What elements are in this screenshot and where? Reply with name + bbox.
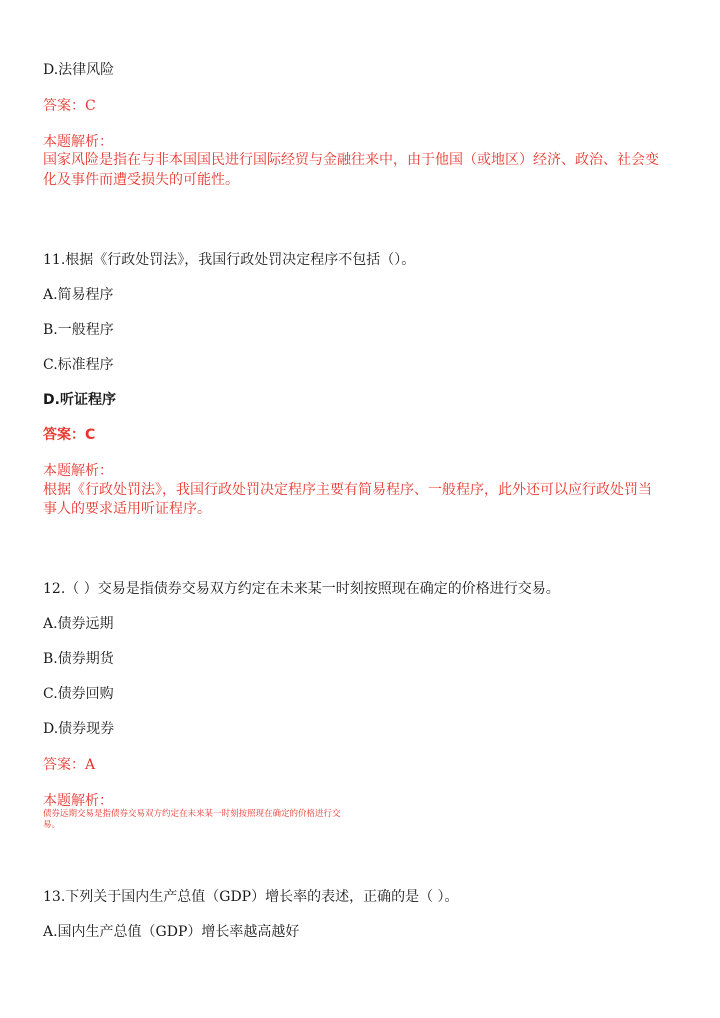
q13-question: 13.下列关于国内生产总值（GDP）增长率的表述，正确的是（ ）。 bbox=[43, 889, 459, 905]
q11-option-b: B.一般程序 bbox=[43, 322, 114, 338]
q10-answer: 答案：C bbox=[43, 98, 96, 114]
q12-option-c: C.债券回购 bbox=[43, 686, 114, 702]
q11-analysis-line1: 根据《行政处罚法》，我国行政处罚决定程序主要有简易程序、一般程序，此外还可以应行政处罚当 bbox=[43, 482, 652, 498]
q11-option-d: D.听证程序 bbox=[43, 392, 116, 408]
q10-analysis-label: 本题解析： bbox=[43, 134, 113, 150]
q12-option-d: D.债券现券 bbox=[43, 721, 115, 737]
q12-option-b: B.债券期货 bbox=[43, 651, 114, 667]
q12-analysis-label: 本题解析： bbox=[43, 793, 113, 809]
q11-analysis-line2: 事人的要求适用听证程序。 bbox=[43, 501, 211, 517]
q11-option-a: A.简易程序 bbox=[43, 287, 114, 303]
q13-option-a: A.国内生产总值（GDP）增长率越高越好 bbox=[43, 924, 300, 940]
q10-option-d: D.法律风险 bbox=[43, 62, 115, 78]
q11-analysis-label: 本题解析： bbox=[43, 463, 113, 479]
q10-analysis-line1: 国家风险是指在与非本国国民进行国际经贸与金融往来中，由于他国（或地区）经济、政治、社会变 bbox=[43, 152, 659, 168]
q12-option-a: A.债券远期 bbox=[43, 616, 114, 632]
q11-answer: 答案：C bbox=[43, 427, 96, 443]
q12-analysis-line2: 易。 bbox=[43, 820, 61, 830]
q12-analysis-line1: 债券远期交易是指债券交易双方约定在未来某一时刻按照现在确定的价格进行交 bbox=[43, 809, 341, 819]
q12-answer: 答案：A bbox=[43, 757, 96, 773]
q12-question: 12.（ ）交易是指债券交易双方约定在未来某一时刻按照现在确定的价格进行交易。 bbox=[43, 581, 560, 597]
q11-question: 11.根据《行政处罚法》，我国行政处罚决定程序不包括（）。 bbox=[43, 252, 416, 268]
q11-option-c: C.标准程序 bbox=[43, 357, 114, 373]
q10-analysis-line2: 化及事件而遭受损失的可能性。 bbox=[43, 172, 239, 188]
